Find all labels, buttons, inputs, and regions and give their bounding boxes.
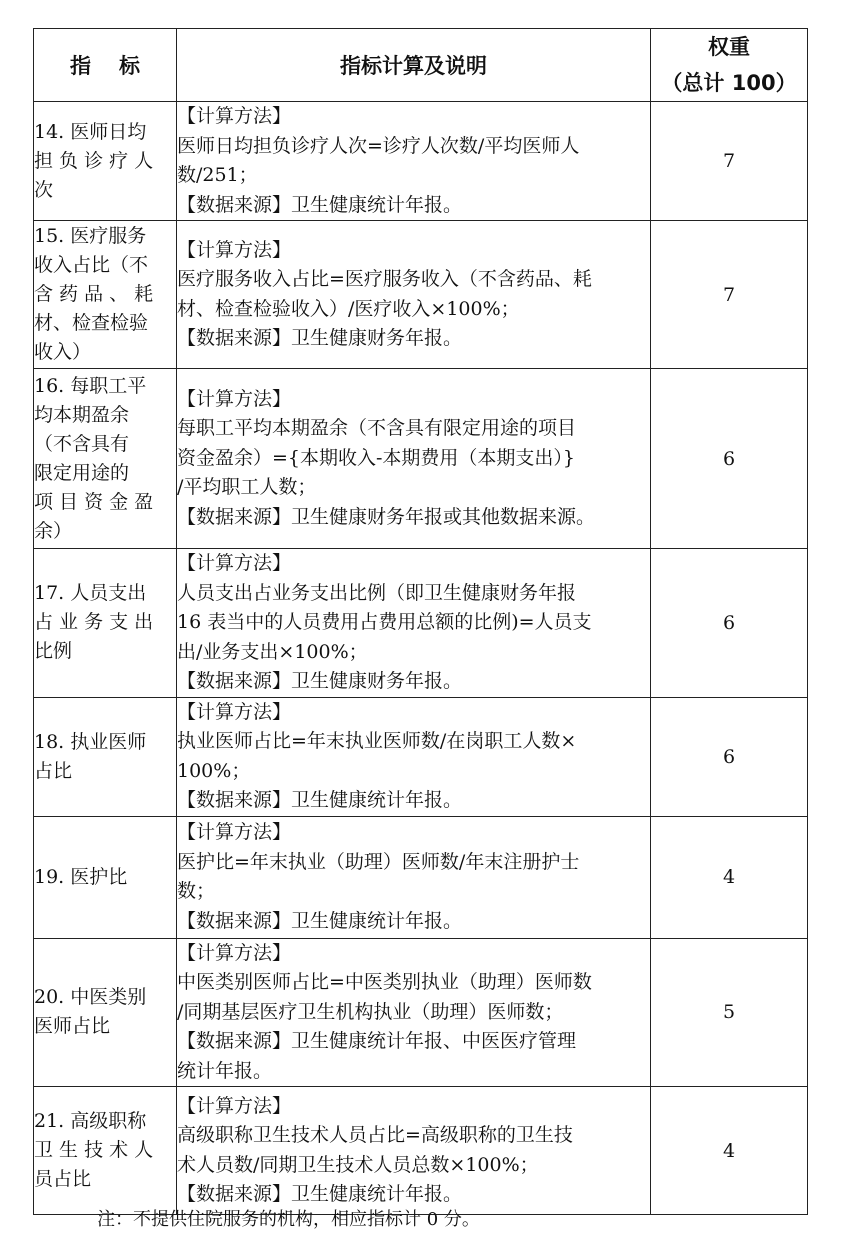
method-label: 【计算方法】 <box>177 238 292 261</box>
method-line: 16 表当中的人员费用占费用总额的比例)=人员支 <box>177 611 592 633</box>
weight-cell: 6 <box>651 549 808 698</box>
footnote: 注：不提供住院服务的机构，相应指标计 0 分。 <box>97 1209 480 1230</box>
weight-cell: 4 <box>651 816 808 938</box>
method-line: 出/业务支出×100%； <box>177 640 368 663</box>
indicator-line: 15. 医疗服务 <box>34 225 147 247</box>
method-label: 【计算方法】 <box>177 1094 292 1117</box>
method-label: 【计算方法】 <box>177 387 292 410</box>
source-line: 【数据来源】卫生健康统计年报、中医医疗管理 <box>177 1030 577 1052</box>
table-row <box>34 816 808 938</box>
method-line: /平均职工人数； <box>177 476 317 499</box>
weight-cell: 4 <box>651 1087 808 1215</box>
description-cell <box>177 369 651 549</box>
table-row <box>34 938 808 1087</box>
indicator-line: 收入占比（不 <box>34 254 149 276</box>
indicator-table <box>33 28 808 1215</box>
table-row <box>34 697 808 816</box>
indicator-line: 18. 执业医师 <box>34 730 147 753</box>
source-line-cont: 统计年报。 <box>177 1059 273 1082</box>
indicator-cell <box>34 938 177 1087</box>
method-line: 医护比=年末执业（助理）医师数/年末注册护士 <box>177 850 580 873</box>
indicator-line: 14. 医师日均 <box>34 120 147 143</box>
method-line: 医疗服务收入占比=医疗服务收入（不含药品、耗 <box>177 268 592 290</box>
indicator-line: （不含具有 <box>34 432 130 455</box>
source-line: 【数据来源】卫生健康财务年报。 <box>177 670 463 692</box>
header-indicator: 指标 <box>34 29 177 102</box>
method-line: 中医类别医师占比=中医类别执业（助理）医师数 <box>177 971 592 993</box>
description-cell <box>177 938 651 1087</box>
indicator-line: 16. 每职工平 <box>34 374 147 397</box>
method-line: 数； <box>177 880 216 902</box>
method-label: 【计算方法】 <box>177 552 292 574</box>
method-label: 【计算方法】 <box>177 700 292 723</box>
indicator-line: 含 药 品 、 耗 <box>34 283 154 305</box>
indicator-cell <box>34 1087 177 1215</box>
method-line: 每职工平均本期盈余（不含具有限定用途的项目 <box>177 417 577 440</box>
header-description: 指标计算及说明 <box>177 29 651 102</box>
source-line: 【数据来源】卫生健康财务年报。 <box>177 327 463 349</box>
description-cell <box>177 1087 651 1215</box>
description-cell <box>177 102 651 221</box>
indicator-cell <box>34 221 177 369</box>
method-label: 【计算方法】 <box>177 105 292 127</box>
method-line: 100%； <box>177 759 251 782</box>
indicator-line: 17. 人员支出 <box>34 582 147 605</box>
header-weight <box>651 29 808 102</box>
indicator-cell <box>34 369 177 549</box>
table-row <box>34 221 808 369</box>
weight-cell: 7 <box>651 221 808 369</box>
indicator-line: 占比 <box>34 759 73 782</box>
method-line: 材、检查检验收入）/医疗收入×100%； <box>177 297 520 320</box>
indicator-cell <box>34 102 177 221</box>
method-line: 医师日均担负诊疗人次=诊疗人次数/平均医师人 <box>177 134 580 157</box>
indicator-line: 材、检查检验 <box>34 312 149 334</box>
indicator-line: 19. 医护比 <box>34 865 128 888</box>
method-line: 数/251； <box>177 164 258 186</box>
table-row <box>34 102 808 221</box>
description-cell <box>177 221 651 369</box>
method-line: 人员支出占业务支出比例（即卫生健康财务年报 <box>177 581 577 604</box>
indicator-cell <box>34 697 177 816</box>
indicator-line: 余） <box>34 519 73 542</box>
table-row <box>34 1087 808 1215</box>
description-cell <box>177 816 651 938</box>
indicator-line: 比例 <box>34 640 73 663</box>
table-row <box>34 369 808 549</box>
indicator-cell <box>34 549 177 698</box>
indicator-line: 收入） <box>34 341 92 363</box>
method-label: 【计算方法】 <box>177 941 292 964</box>
method-line: 执业医师占比=年末执业医师数/在岗职工人数× <box>177 730 577 752</box>
source-line: 【数据来源】卫生健康财务年报或其他数据来源。 <box>177 505 596 528</box>
table-header-row <box>34 29 808 102</box>
method-label: 【计算方法】 <box>177 821 292 843</box>
source-line: 【数据来源】卫生健康统计年报。 <box>177 1183 463 1205</box>
method-line: 高级职称卫生技术人员占比=高级职称的卫生技 <box>177 1124 573 1146</box>
weight-cell: 5 <box>651 938 808 1087</box>
weight-cell: 7 <box>651 102 808 221</box>
indicator-line: 占 业 务 支 出 <box>34 611 154 634</box>
source-line: 【数据来源】卫生健康统计年报。 <box>177 909 463 932</box>
weight-cell: 6 <box>651 697 808 816</box>
indicator-line: 20. 中医类别 <box>34 986 147 1009</box>
indicator-line: 医师占比 <box>34 1015 111 1038</box>
method-line: 资金盈余）={本期收入-本期费用（本期支出）} <box>177 446 576 469</box>
table-row <box>34 549 808 698</box>
header-weight-line1: 权重 <box>708 35 750 59</box>
indicator-line: 项 目 资 金 盈 <box>34 490 154 513</box>
method-line: /同期基层医疗卫生机构执业（助理）医师数； <box>177 1000 564 1023</box>
description-cell <box>177 697 651 816</box>
indicator-line: 限定用途的 <box>34 461 130 484</box>
indicator-line: 员占比 <box>34 1168 92 1190</box>
indicator-line: 卫 生 技 术 人 <box>34 1139 154 1161</box>
indicator-line: 次 <box>34 178 54 201</box>
method-line: 术人员数/同期卫生技术人员总数×100%； <box>177 1153 539 1176</box>
source-line: 【数据来源】卫生健康统计年报。 <box>177 789 463 811</box>
description-cell <box>177 549 651 698</box>
header-weight-line2: （总计 100） <box>661 71 797 95</box>
weight-cell: 6 <box>651 369 808 549</box>
source-line: 【数据来源】卫生健康统计年报。 <box>177 193 463 216</box>
indicator-line: 均本期盈余 <box>34 403 130 426</box>
indicator-line: 21. 高级职称 <box>34 1110 147 1132</box>
indicator-cell <box>34 816 177 938</box>
indicator-line: 担 负 诊 疗 人 <box>34 149 154 172</box>
